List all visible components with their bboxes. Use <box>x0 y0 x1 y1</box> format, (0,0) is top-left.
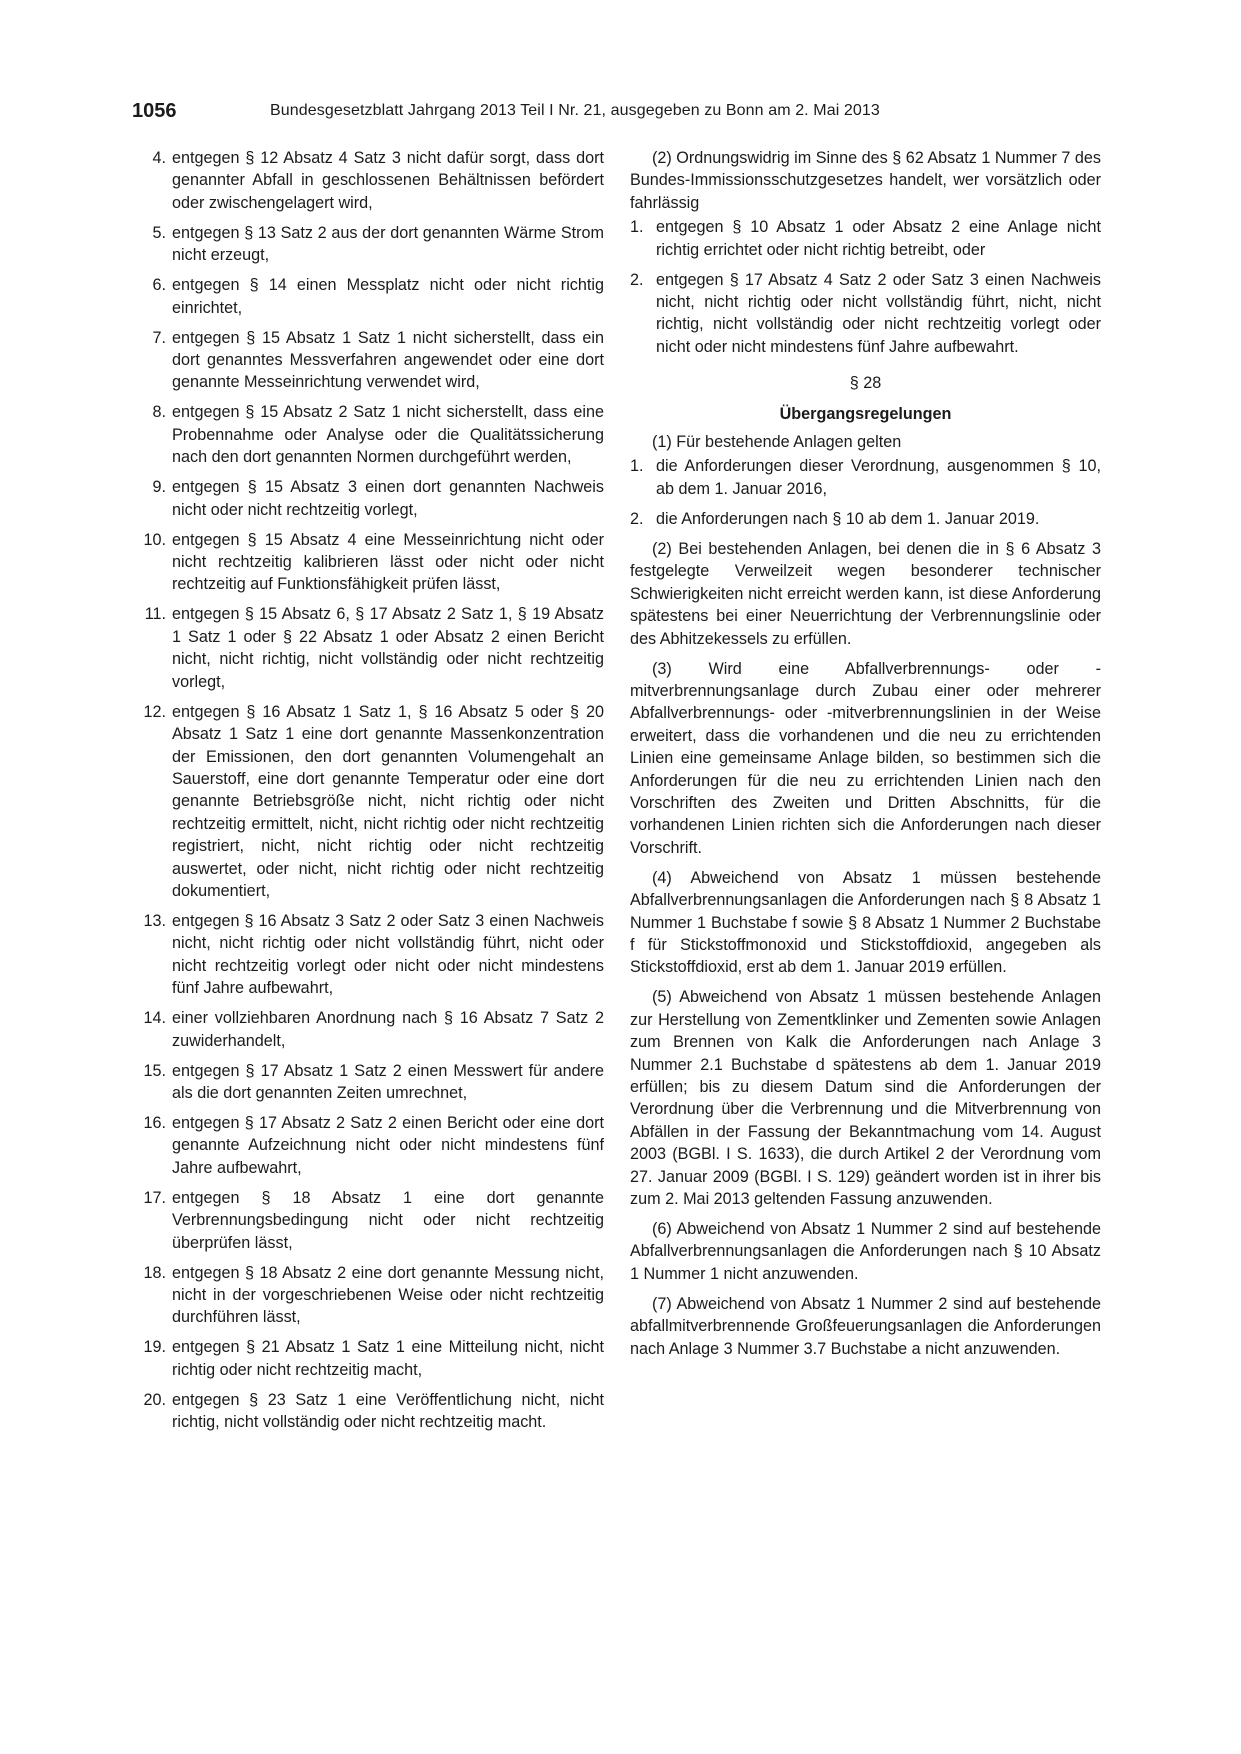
list-item <box>132 1389 604 1434</box>
item-number: 14. <box>143 1009 166 1028</box>
page-number: 1056 <box>132 100 177 122</box>
item-number: 1. <box>630 218 644 237</box>
list-item <box>132 1187 604 1254</box>
list-item <box>132 1112 604 1179</box>
item-text: entgegen § 16 Absatz 1 Satz 1, § 16 Absatz 5 oder § 20 Absatz 1 Satz 1 eine dort genannte Massenkonzentration der Emissionen, den dort genannten Volumengehalt an Sauerstoff, eine dort genannte Temperatur oder eine dort genannte Betriebsgröße nicht, nicht richtig oder nicht rechtzeitig ermittelt, nicht, nicht richtig oder nicht rechtzeitig registriert, nicht, nicht richtig oder nicht rechtzeitig auswertet, oder nicht, nicht richtig oder nicht rechtzeitig dokumentiert, <box>172 702 604 900</box>
list-item <box>132 910 604 1000</box>
paragraph: (3) Wird eine Abfallverbrennungs- oder -mitverbrennungsanlage durch Zubau einer oder mehrerer Abfallverbrennungs- oder -mitverbrennungslinien in der Weise erweitert, dass die vorhandenen und die neu zu errichtenden Linien eine gemeinsame Anlage bilden, so bestimmen sich die Anforderungen für die neu zu errichtenden Linien nach den Vorschriften des Zweiten und Dritten Abschnitts, für die vorhandenen Linien richten sich die Anforderungen nach dieser Vorschrift. <box>630 659 1101 857</box>
item-text: entgegen § 15 Absatz 6, § 17 Absatz 2 Satz 1, § 19 Absatz 1 Satz 1 oder § 22 Absatz 1 oder Absatz 2 einen Bericht nicht, nicht richtig, nicht vollständig oder nicht rechtzeitig vorlegt, <box>172 605 604 691</box>
list-item <box>132 327 604 394</box>
item-text: entgegen § 17 Absatz 4 Satz 2 oder Satz 3 einen Nachweis nicht, nicht richtig oder nicht vollständig führt, nicht, nicht richtig, nicht vollständig oder nicht rechtzeitig vorlegt oder nicht oder nicht mindestens fünf Jahre aufbewahrt. <box>656 270 1101 356</box>
item-number: 5. <box>152 223 166 242</box>
list-item <box>132 701 604 903</box>
item-number: 8. <box>152 403 166 422</box>
item-number: 16. <box>143 1113 166 1132</box>
item-text: entgegen § 12 Absatz 4 Satz 3 nicht dafür sorgt, dass dort genannter Abfall in geschlossenen Behältnissen befördert oder zwischengelagert wird, <box>172 149 604 212</box>
item-text: die Anforderungen dieser Verordnung, ausgenommen § 10, ab dem 1. Januar 2016, <box>656 457 1101 498</box>
list-item <box>630 508 1101 530</box>
item-number: 15. <box>143 1061 166 1080</box>
list-item <box>132 529 604 596</box>
list-item <box>630 269 1101 359</box>
item-text: entgegen § 21 Absatz 1 Satz 1 eine Mitteilung nicht, nicht richtig oder nicht rechtzeitig macht, <box>172 1338 604 1379</box>
item-number: 20. <box>143 1390 166 1409</box>
item-number: 17. <box>143 1188 166 1207</box>
section-number: § 28 <box>849 374 882 393</box>
list-item <box>132 222 604 267</box>
item-text: entgegen § 16 Absatz 3 Satz 2 oder Satz 3 einen Nachweis nicht, nicht richtig oder nicht vollständig führt, nicht oder nicht rechtzeitig vorlegt oder nicht oder nicht mindestens fünf Jahre aufbewahrt, <box>172 911 604 998</box>
paragraph: (5) Abweichend von Absatz 1 müssen bestehende Anlagen zur Herstellung von Zementklinker und Zementen sowie Anlagen zum Brennen von Kalk die Anforderungen nach Anlage 3 Nummer 2.1 Buchstabe d spätestens ab dem 1. Januar 2019 erfüllen; bis zu diesem Datum sind die Anforderungen der Verordnung über die Verbrennung und die Mitverbrennung von Abfällen in der Fassung der Bekanntmachung vom 14. August 2003 (BGBl. I S. 1633), die durch Artikel 2 der Verordnung vom 27. Januar 2009 (BGBl. I S. 129) geändert worden ist in ihrer bis zum 2. Mai 2013 geltenden Fassung anzuwenden. <box>630 988 1101 1209</box>
page-header <box>132 100 1112 126</box>
item-text: entgegen § 10 Absatz 1 oder Absatz 2 eine Anlage nicht richtig errichtet oder nicht richtig betreibt, oder <box>656 218 1101 259</box>
item-text: einer vollziehbaren Anordnung nach § 16 Absatz 7 Satz 2 zuwiderhandelt, <box>172 1009 604 1050</box>
list-item <box>132 476 604 521</box>
item-text: entgegen § 18 Absatz 1 eine dort genannte Verbrennungsbedingung nicht oder nicht rechtzeitig überprüfen lässt, <box>172 1188 604 1252</box>
running-head: Bundesgesetzblatt Jahrgang 2013 Teil I Nr. 21, ausgegeben zu Bonn am 2. Mai 2013 <box>270 102 880 119</box>
item-number: 2. <box>630 270 644 289</box>
list-item <box>132 274 604 319</box>
item-text: entgegen § 13 Satz 2 aus der dort genannten Wärme Strom nicht erzeugt, <box>172 223 604 265</box>
paragraph: (2) Bei bestehenden Anlagen, bei denen die in § 6 Absatz 3 festgelegte Verweilzeit wegen besonderer technischer Schwierigkeiten nicht erreicht werden kann, ist diese Anforderung spätestens bei einer Neuerrichtung der Verbrennungslinie oder des Abhitzekessels zu erfüllen. <box>630 539 1101 648</box>
list-item <box>132 1060 604 1105</box>
list-item <box>630 216 1101 261</box>
item-number: 13. <box>143 911 166 930</box>
paragraph: (6) Abweichend von Absatz 1 Nummer 2 sind auf bestehende Abfallverbrennungsanlagen die Anforderungen nach § 10 Absatz 1 Nummer 1 nicht anzuwenden. <box>630 1220 1101 1283</box>
item-text: entgegen § 15 Absatz 4 eine Messeinrichtung nicht oder nicht rechtzeitig kalibrieren lässt oder nicht oder nicht rechtzeitig auf Funktionsfähigkeit prüfen lässt, <box>172 530 604 594</box>
item-number: 9. <box>152 478 166 497</box>
item-number: 7. <box>152 328 166 347</box>
left-column <box>132 147 604 1441</box>
list-item <box>132 1336 604 1381</box>
item-number: 2. <box>630 509 644 528</box>
item-text: entgegen § 15 Absatz 3 einen dort genannten Nachweis nicht oder nicht rechtzeitig vorlegt, <box>172 478 604 519</box>
item-text: entgegen § 18 Absatz 2 eine dort genannte Messung nicht, nicht in der vorgeschriebenen Weise oder nicht rechtzeitig durchführen lässt, <box>172 1263 604 1327</box>
item-text: entgegen § 14 einen Messplatz nicht oder nicht richtig einrichtet, <box>172 276 604 317</box>
item-text: entgegen § 17 Absatz 1 Satz 2 einen Messwert für andere als die dort genannten Zeiten umrechnet, <box>172 1061 604 1102</box>
item-number: 10. <box>143 530 166 549</box>
item-text: entgegen § 15 Absatz 2 Satz 1 nicht sicherstellt, dass eine Probennahme oder Analyse oder die Qualitätssicherung nach den dort genannten Normen durchgeführt werden, <box>172 403 604 467</box>
paragraph: (4) Abweichend von Absatz 1 müssen bestehende Abfallverbrennungsanlagen die Anforderungen nach § 8 Absatz 1 Nummer 1 Buchstabe f sowie § 8 Absatz 1 Nummer 2 Buchstabe f für Stickstoffmonoxid und Stickstoffdioxid, angegeben als Stickstoffdioxid, erst ab dem 1. Januar 2019 erfüllen. <box>630 868 1101 977</box>
item-text: die Anforderungen nach § 10 ab dem 1. Januar 2019. <box>656 509 1040 528</box>
list-item <box>132 603 604 693</box>
item-number: 4. <box>152 149 166 167</box>
list-item <box>132 401 604 468</box>
item-number: 12. <box>143 702 166 721</box>
item-number: 1. <box>630 457 644 476</box>
item-number: 6. <box>152 276 166 295</box>
paragraph: (7) Abweichend von Absatz 1 Nummer 2 sind auf bestehende abfallmitverbrennende Großfeuerungsanlagen die Anforderungen nach Anlage 3 Nummer 3.7 Buchstabe a nicht anzuwenden. <box>630 1294 1101 1358</box>
list-item <box>132 1262 604 1329</box>
item-text: entgegen § 15 Absatz 1 Satz 1 nicht sicherstellt, dass ein dort genanntes Messverfahren angewendet oder eine dort genannte Messeinrichtung verwendet wird, <box>172 328 604 392</box>
paragraph-1-intro: (1) Für bestehende Anlagen gelten <box>652 433 902 452</box>
item-number: 19. <box>143 1338 166 1357</box>
right-column <box>630 147 1101 1368</box>
item-text: entgegen § 23 Satz 1 eine Veröffentlichung nicht, nicht richtig, nicht vollständig oder nicht rechtzeitig macht. <box>172 1390 604 1432</box>
list-item <box>132 1007 604 1052</box>
section-title: Übergangsregelungen <box>779 404 952 423</box>
paragraph-2-intro: (2) Ordnungswidrig im Sinne des § 62 Absatz 1 Nummer 7 des Bundes-Immissionsschutzgesetzes handelt, wer vorsätzlich oder fahrlässig <box>630 149 1101 212</box>
item-text: entgegen § 17 Absatz 2 Satz 2 einen Bericht oder eine dort genannte Aufzeichnung nicht oder nicht mindestens fünf Jahre aufbewahrt, <box>172 1113 604 1177</box>
item-number: 11. <box>144 605 166 624</box>
list-item <box>132 147 604 214</box>
list-item <box>630 455 1101 500</box>
item-number: 18. <box>143 1263 166 1282</box>
